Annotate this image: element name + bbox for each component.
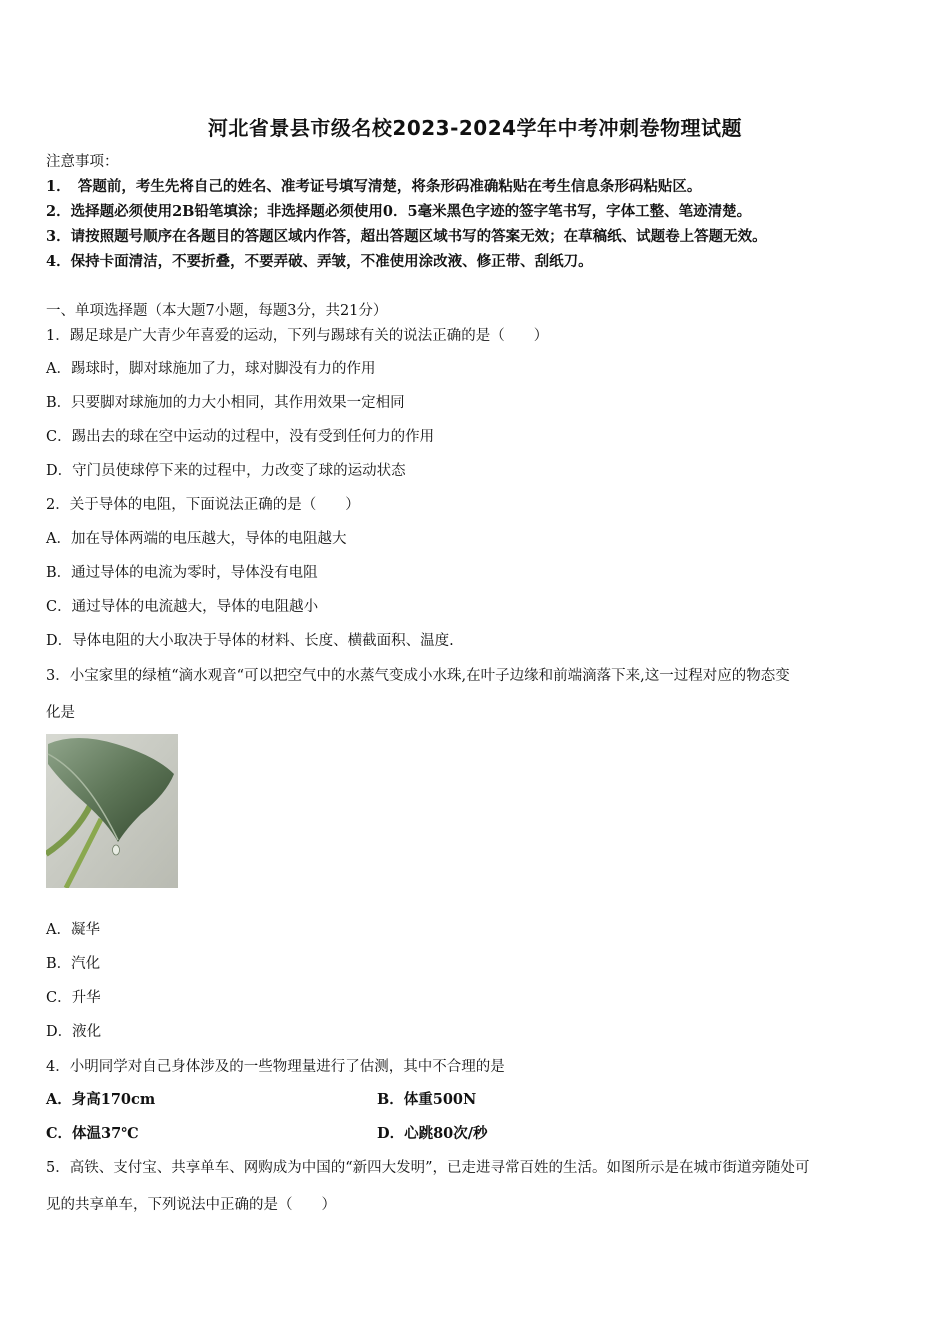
question-2-option-a: A．加在导体两端的电压越大，导体的电阻越大	[46, 531, 347, 547]
notice-item-3: 3．请按照题号顺序在各题目的答题区域内作答，超出答题区域书写的答案无效；在草稿纸、试题卷上答题无效。	[46, 228, 767, 245]
question-3-option-a: A．凝华	[46, 922, 100, 938]
question-5-stem-line-1: 5．高铁、支付宝、共享单车、网购成为中国的“新四大发明”，已走进寻常百姓的生活。如图所示是在城市街道旁随处可	[46, 1160, 810, 1176]
question-2-option-d: D．导体电阻的大小取决于导体的材料、长度、横截面积、温度.	[46, 633, 454, 649]
question-4-option-d: D．心跳80次/秒	[377, 1125, 488, 1142]
question-4-option-b: B．体重500N	[377, 1091, 477, 1108]
question-4-option-c: C．体温37℃	[46, 1125, 139, 1142]
question-3-option-c: C．升华	[46, 990, 101, 1006]
question-2-stem: 2．关于导体的电阻，下面说法正确的是（ ）	[46, 497, 360, 513]
notice-item-1: 1． 答题前，考生先将自己的姓名、准考证号填写清楚，将条形码准确粘贴在考生信息条形码粘贴区。	[46, 178, 702, 195]
question-1-option-b: B．只要脚对球施加的力大小相同，其作用效果一定相同	[46, 395, 405, 411]
notice-item-2: 2．选择题必须使用2B铅笔填涂；非选择题必须使用0．5毫米黑色字迹的签字笔书写，字体工整、笔迹清楚。	[46, 203, 752, 220]
question-1-option-d: D．守门员使球停下来的过程中，力改变了球的运动状态	[46, 463, 406, 479]
notice-heading: 注意事项：	[46, 154, 119, 170]
page-title: 河北省景县市级名校2023-2024学年中考冲刺卷物理试题	[207, 116, 743, 140]
question-3-stem-line-2: 化是	[46, 705, 75, 721]
question-4-stem: 4．小明同学对自己身体涉及的一些物理量进行了估测，其中不合理的是	[46, 1059, 505, 1075]
question-5-stem-line-2: 见的共享单车，下列说法中正确的是（ ）	[46, 1197, 336, 1213]
question-2-option-b: B．通过导体的电流为零时，导体没有电阻	[46, 565, 318, 581]
question-3-stem-line-1: 3．小宝家里的绿植“滴水观音“可以把空气中的水蒸气变成小水珠,在叶子边缘和前端滴落下来,这一过程对应的物态变	[46, 668, 790, 684]
notice-item-4: 4．保持卡面清洁，不要折叠，不要弄破、弄皱，不准使用涂改液、修正带、刮纸刀。	[46, 253, 593, 270]
question-1-stem: 1．踢足球是广大青少年喜爱的运动，下列与踢球有关的说法正确的是（ ）	[46, 328, 549, 344]
question-3-option-d: D．液化	[46, 1024, 102, 1040]
question-1-option-c: C．踢出去的球在空中运动的过程中，没有受到任何力的作用	[46, 429, 435, 445]
section-heading: 一、单项选择题（本大题7小题，每题3分，共21分）	[46, 303, 388, 319]
question-3-option-b: B．汽化	[46, 956, 101, 972]
leaf-water-drop-image	[46, 734, 178, 888]
question-1-option-a: A．踢球时，脚对球施加了力，球对脚没有力的作用	[46, 361, 376, 377]
question-4-option-a: A．身高170cm	[46, 1091, 156, 1108]
question-2-option-c: C．通过导体的电流越大，导体的电阻越小	[46, 599, 319, 615]
